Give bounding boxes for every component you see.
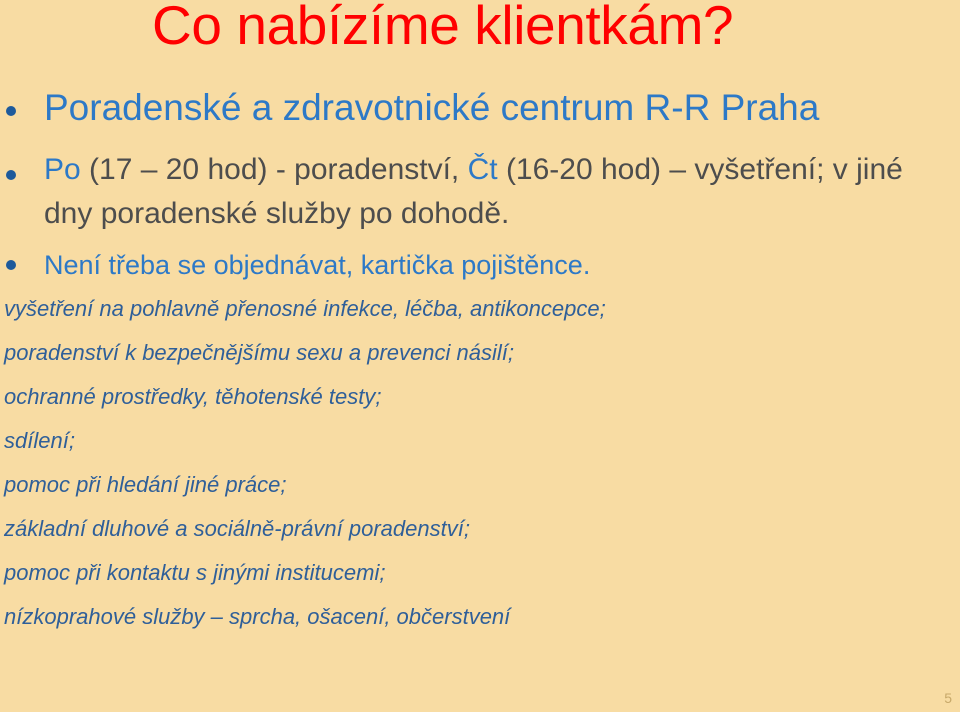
list-item: sdílení; xyxy=(4,428,75,453)
slide-title: Co nabízíme klientkám? xyxy=(152,0,734,56)
list-item: ochranné prostředky, těhotenské testy; xyxy=(4,384,382,409)
bullet-segment: Po xyxy=(44,153,81,186)
list-item: pomoc při hledání jiné práce; xyxy=(4,472,287,497)
bullet-dot-icon xyxy=(6,106,16,116)
bullet-segment: (16-20 hod) – vyšetření; v jiné dny poradenské služby po dohodě. xyxy=(44,153,903,230)
bullet-text xyxy=(44,148,934,236)
bullet-text xyxy=(44,243,590,287)
bullet-segment: Čt xyxy=(467,153,498,186)
page-number: 5 xyxy=(944,690,952,706)
bullet-segment: Poradenské a zdravotnické centrum R-R Praha xyxy=(44,87,820,128)
list-item: základní dluhové a sociálně-právní poradenství; xyxy=(4,516,470,541)
list-item: poradenství k bezpečnějšímu sexu a prevenci násilí; xyxy=(4,340,514,365)
bullet-dot-icon xyxy=(6,170,16,180)
list-item: nízkoprahové služby – sprcha, ošacení, občerstvení xyxy=(4,604,511,629)
bullet-dot-icon xyxy=(6,260,16,270)
bullet-segment: Není třeba se objednávat, kartička pojištěnce. xyxy=(44,250,591,280)
bullet-text xyxy=(44,84,819,132)
bullet-segment: (17 – 20 hod) - poradenství, xyxy=(80,153,468,186)
list-item: pomoc při kontaktu s jinými institucemi; xyxy=(4,560,386,585)
services-list xyxy=(4,287,934,639)
list-item: vyšetření na pohlavně přenosné infekce, léčba, antikoncepce; xyxy=(4,296,606,321)
